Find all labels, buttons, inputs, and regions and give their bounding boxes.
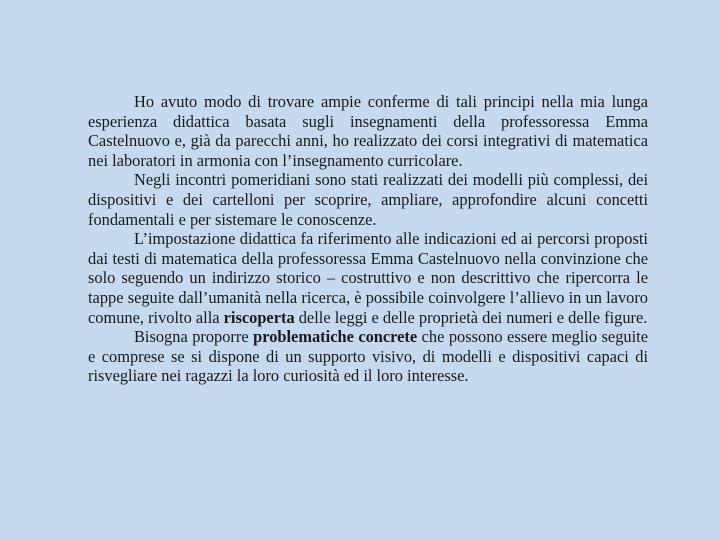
emphasis-problematiche-concrete: problematiche concrete [253,327,418,347]
paragraph-4 [88,327,648,386]
paragraph-3-text-a: L’impostazione didattica fa riferimento alle indicazioni ed ai percorsi proposti dai testi di matematica della professoressa Emma Castelnuovo nella convinzione che solo seguendo un indirizzo storico – costruttivo e non descrittivo che ripercorra le tappe seguite dall’umanità nella ricerca, è possibile coinvolgere l’allievo in un lavoro comune, rivolto alla [88,229,648,327]
paragraph-2-text: Negli incontri pomeridiani sono stati realizzati dei modelli più complessi, dei dispositivi e dei cartelloni per scoprire, ampliare, approfondire alcuni concetti fondamentali e per sistemare le conoscenze. [88,170,648,229]
paragraph-3 [88,229,648,327]
body-text [88,92,648,386]
paragraph-4-text-b: che possono essere meglio seguite e comprese se si dispone di un supporto visivo, di modelli e dispositivi capaci di risvegliare nei ragazzi la loro curiosità ed il loro interesse. [88,327,648,386]
paragraph-2 [88,170,648,229]
paragraph-4-text-a: Bisogna proporre [134,327,254,347]
paragraph-1-text: Ho avuto modo di trovare ampie conferme di tali principi nella mia lunga esperienza didattica basata sugli insegnamenti della professoressa Emma Castelnuovo e, già da parecchi anni, ho realizzato dei corsi integrativi di matematica nei laboratori in armonia con l’insegnamento curricolare. [88,92,648,170]
paragraph-1 [88,92,648,170]
emphasis-riscoperta: riscoperta [223,307,295,327]
paragraph-3-text-b: delle leggi e delle proprietà dei numeri e delle figure. [294,307,648,327]
